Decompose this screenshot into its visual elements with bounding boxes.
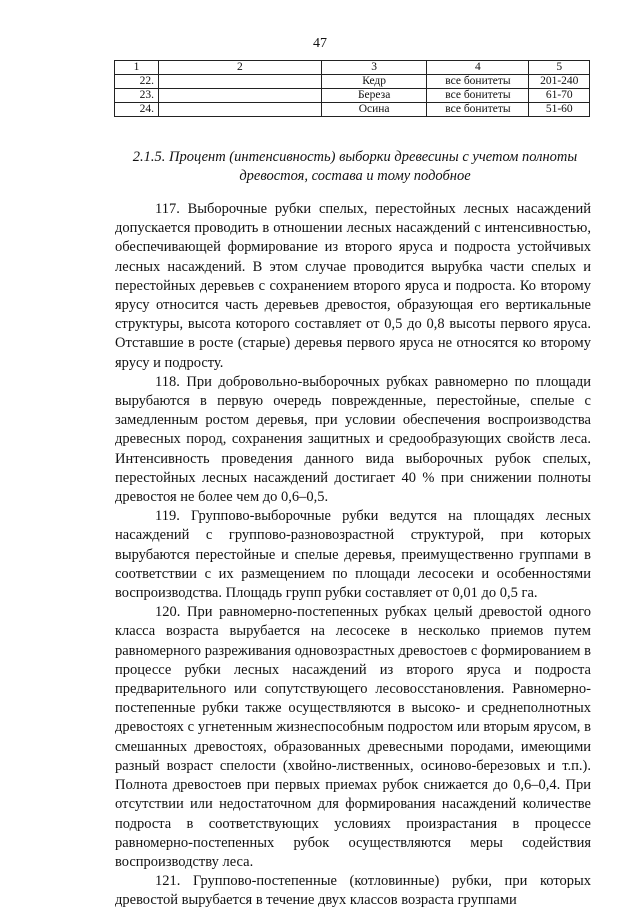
section-heading: 2.1.5. Процент (интенсивность) выборки древесины с учетом полноты древостоя, состава и тому подобное	[132, 149, 578, 184]
row-bonitet: все бонитеты	[427, 103, 529, 117]
table-header-row	[115, 61, 590, 75]
paragraph-118: 118. При добровольно-выборочных рубках равномерно по площади вырубаются в первую очередь поврежденные, перестойные, спелые с замедленным ростом деревья, при условии обеспечения воспроизводства древесных пород, сохранения защитных и средообразующих свойств леса. Интенсивность проведения данного вида выборочных рубок спелых, перестойных лесных насаждений достигает 40 % при снижении полноты древостоя не более чем до 0,6–0,5.	[115, 373, 591, 506]
row-col2	[158, 75, 321, 89]
paragraph-121: 121. Группово-постепенные (котловинные) рубки, при которых древостой вырубается в течение двух классов возраста группами	[115, 873, 591, 909]
body-text	[115, 200, 591, 911]
table-header-cell: 1	[115, 61, 159, 75]
table-header-cell: 2	[158, 61, 321, 75]
row-species: Осина	[321, 103, 426, 117]
table-row	[115, 75, 590, 89]
table-row	[115, 89, 590, 103]
row-species: Кедр	[321, 75, 426, 89]
paragraph-120: 120. При равномерно-постепенных рубках целый древостой одного класса возраста вырубается на лесосеке в несколько приемов путем равномерного разреживания одновозрастных древостоев с формированием в процессе рубки лесных насаждений из второго яруса и подроста предварительного или сопутствующего лесовосстановления. Равномерно-постепенные рубки также осуществляются в высоко- и среднеполнотных древостоях с угнетенным жизнеспособным подростом или вторым ярусом, в смешанных древостоях, образованных древесными породами, имеющими разный возраст спелости (хвойно-лиственных, осиново-березовых и т.п.). Полнота древостоев при первых приемах рубок снижается до 0,6–0,4. При отсутствии или недостаточном для формирования насаждений количестве подроста в соответствующих условиях произрастания в процессе равномерно-постепенных рубок осуществляются меры содействия воспроизводству леса.	[115, 604, 591, 870]
paragraph-119: 119. Группово-выборочные рубки ведутся на площадях лесных насаждений с группово-разновозрастной структурой, при которых вырубаются перестойные и спелые деревья, преимущественно группами в соответствии с их размещением по площади лесосеки и особенностями воспроизводства. Площадь групп рубки составляет от 0,01 до 0,5 га.	[115, 508, 591, 602]
page-number: 47	[313, 36, 327, 51]
paragraph-117: 117. Выборочные рубки спелых, перестойных лесных насаждений допускается проводить в отношении лесных насаждений с интенсивностью, обеспечивающей формирование из второго яруса и подроста устойчивых лесных насаждений. В этом случае проводится вырубка части спелых и перестойных деревьев с сохранением второго яруса и подроста. Ко второму ярусу относится часть деревьев древостоя, образующая его вертикальные структуры, высота которого составляет от 0,5 до 0,8 высоты первого яруса. Отставшие в росте (старые) деревья первого яруса не относятся ко второму ярусу и подросту.	[115, 201, 591, 371]
row-number: 23.	[115, 89, 159, 103]
table-header-cell: 5	[529, 61, 590, 75]
row-species: Береза	[321, 89, 426, 103]
table-header-cell: 3	[321, 61, 426, 75]
row-age: 201-240	[529, 75, 590, 89]
row-number: 24.	[115, 103, 159, 117]
row-age: 51-60	[529, 103, 590, 117]
row-number: 22.	[115, 75, 159, 89]
row-bonitet: все бонитеты	[427, 89, 529, 103]
table-row	[115, 103, 590, 117]
row-col2	[158, 103, 321, 117]
row-age: 61-70	[529, 89, 590, 103]
row-bonitet: все бонитеты	[427, 75, 529, 89]
table-header-cell: 4	[427, 61, 529, 75]
age-table	[114, 60, 590, 117]
row-col2	[158, 89, 321, 103]
